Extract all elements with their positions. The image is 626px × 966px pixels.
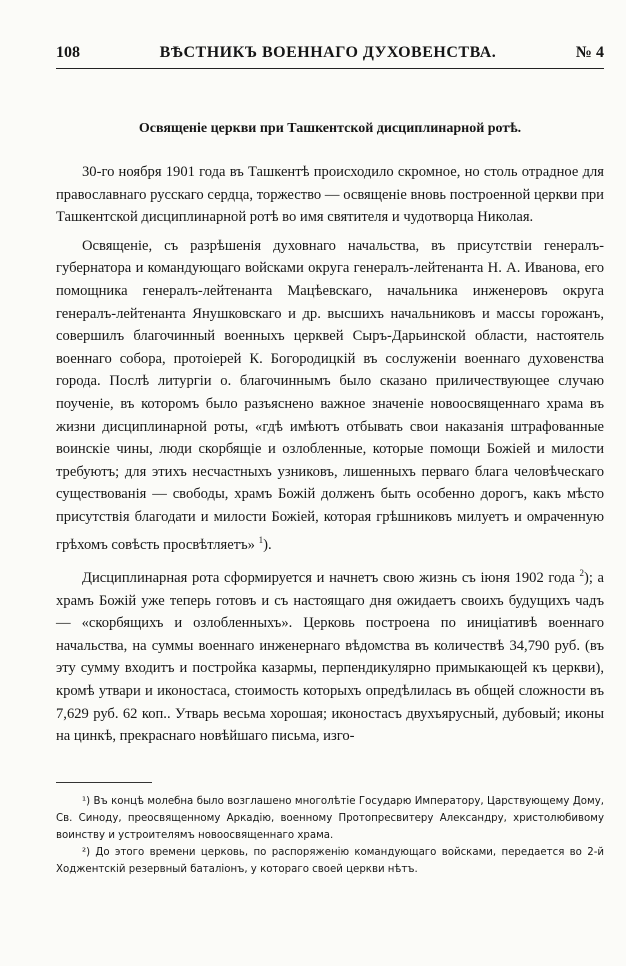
issue-number: № 4 <box>575 44 604 61</box>
footnote-2: ²) До этого времени церковь, по распоряженію командующаго войсками, передается во 2-й Ходжентскій резервный баталіонъ, у котораго своей церкви нѣтъ. <box>56 846 604 875</box>
footnote-separator <box>56 782 152 783</box>
paragraph-2 <box>56 235 604 556</box>
footnote-ref-1: 1 <box>258 534 264 545</box>
journal-title: ВѢСТНИКЪ ВОЕННАГО ДУХОВЕНСТВА. <box>159 44 497 61</box>
article-title: Освященіе церкви при Ташкентской дисциплинарной ротѣ. <box>138 121 522 136</box>
header-rule <box>56 68 604 69</box>
page-header <box>56 44 604 66</box>
footnote-ref-1-tail: ). <box>263 536 272 553</box>
footnote-ref-2-tail: ) <box>583 570 589 587</box>
paragraph-1: 30-го ноября 1901 года въ Ташкентѣ происходило скромное, но столь отрадное для православнаго русскаго сердца, торжество — освященіе вновь построенной церкви при Ташкентской дисциплинарной ротѣ во имя святителя и чудотворца Николая. <box>56 164 604 226</box>
paragraph-2-text: Освященіе, съ разрѣшенія духовнаго начальства, въ присутствіи генералъ-губернатора и командующаго войсками округа генералъ-лейтенанта Н. А. Иванова, его помощника генералъ-лейтенанта Мацѣевскаго, начальника инженеровъ округа генералъ-лейтенанта Янушковскаго и др. высшихъ начальниковъ и массы горожанъ, совершилъ благочинный военныхъ церквей Сыръ-Дарьинской области, настоятель военнаго собора, протоіерей К. Богородицкій въ сослуженіи военнаго духовенства города. Послѣ литургіи о. благочиннымъ было сказано приличествующее случаю поученіе, въ которомъ было разъяснено важное значеніе новоосвященнаго храма въ жизни дисциплинарной роты, «гдѣ имѣютъ отбывать свои наказанія штрафованные воинскіе чины, люди скорбящіе и озлобленные, которые помощи Божіей и милости требуютъ; для этихъ несчастныхъ узниковъ, лишенныхъ перваго блага человѣческаго существованія — свободы, храмъ Божій долженъ быть особенно дорогъ, какъ мѣсто присутствія благодати и милости Божіей, которая грѣшниковъ милуетъ и омраченную грѣхомъ совѣсть просвѣтляетъ» <box>56 237 604 553</box>
document-page <box>56 44 604 878</box>
page-number: 108 <box>56 44 80 61</box>
paragraph-3 <box>56 562 604 748</box>
paragraph-3-text-b: ; а храмъ Божій уже теперь готовъ и съ настоящаго дня ожидаетъ своихъ будущихъ чадъ — «скорбящихъ и озлобленныхъ». Церковь построена по иниціативѣ военнаго начальства, на суммы военнаго инженернаго вѣдомства въ количествѣ 34,790 руб. (въ эту сумму входитъ и постройка казармы, перпендикулярно примыкающей къ церкви), кромѣ утвари и иконостаса, стоимость которыхъ опредѣлилась въ общей сложности въ 7,629 руб. 62 коп.. Утварь весьма хорошая; иконостасъ двухъярусный, дубовый; иконы на цинкѣ, прекраснаго новѣйшаго письма, изго- <box>56 570 604 745</box>
footnote-ref-2: 2 <box>579 568 584 579</box>
paragraph-3-text-a: Дисциплинарная рота сформируется и начнетъ свою жизнь съ іюня 1902 года <box>82 570 575 587</box>
footnote-1: ¹) Въ концѣ молебна было возглашено многолѣтіе Государю Императору, Царствующему Дому, Св. Синоду, преосвященному Аркадію, военному Протопресвитеру Александру, христолюбивому воинству и устроителямъ новоосвященнаго храма. <box>56 795 604 841</box>
